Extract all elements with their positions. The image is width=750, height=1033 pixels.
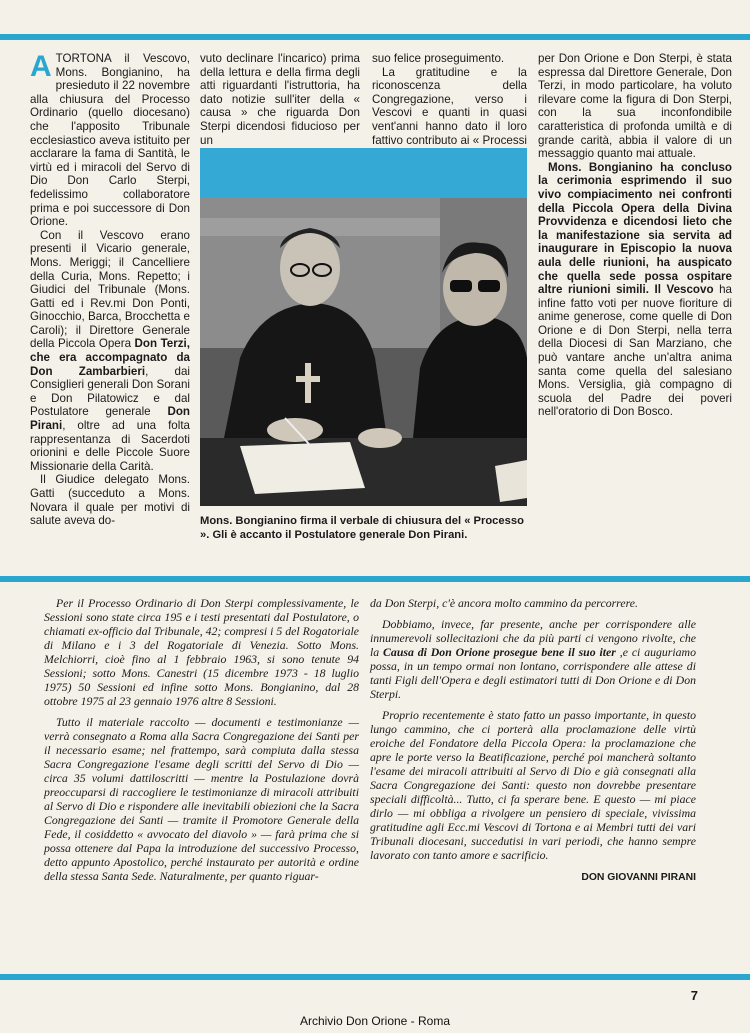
col4-p2-b: de possa ospitare altre riunioni simili. Il Vescovo [538, 269, 732, 297]
photo-caption: Mons. Bongianino firma il verbale di chiusura del « Processo ». Gli è accanto il Postulatore generale Don Pirani. [200, 515, 524, 541]
col3-paragraph-2: La gratitudine e la riconoscenza della Congregazione, verso i Vescovi e quanti in quasi vent'anni hanno dato il loro fattivo contributo ai « Processi [372, 65, 527, 147]
lower-right-paragraph-3: Proprio recentemente è stato fatto un passo importante, in questo lungo cammino, che ci porterà alla proclamazione delle virtù eroiche del Fondatore della Piccola Opera: la proclamazione che apre le porte verso la Beatificazione, perché poi mancherà soltanto l'esame dei miracoli attribuiti al Servo di Dio e già consegnati alla Sacra Congregazione dei Santi: questo non dovrebbe presentare speciali difficoltà... Tutto, ci fa sperare bene. E questo — mi piace dirlo — mi obbliga a rivolgere un pensiero di speciale, vivissima gratitudine agli Ecc.mi Vescovi di Tortona e ai Membri tutti dei vari Tribunali diocesani, succedutisi in vari periodi, che hanno sempre lavorato con tanto amore e sacrificio. [370, 708, 696, 862]
photo-illustration [200, 198, 527, 506]
col4-p2-a: Mons. Bongianino ha concluso la cerimonia esprimendo il suo vivo compiacimento nei confronti della Piccola Opera della Divina Provvidenza e dicendosi lieto che la manifestazione sia servita ad inaugurare in Episcopio la nuova aula delle riunioni, ha auspicato che quella se [538, 160, 732, 283]
drop-cap: A [30, 50, 52, 83]
column-4 [538, 52, 732, 419]
lower-right-p2-a: Dobbiamo, invece, far presente, anche per corrispondere alle innumerevoli sollecitazioni che da più parti ci vengono rivolte, che la [370, 617, 696, 659]
col4-paragraph-2 [538, 161, 732, 419]
lower-column-right [370, 596, 696, 885]
lower-right-p2-b: Causa di Don Orione prosegue bene il suo iter [383, 645, 616, 659]
archive-footer: Archivio Don Orione - Roma [299, 1014, 451, 1028]
col1-p2-c: , dai Consiglieri generali Don Sorani e Don Pilatowicz e dal Postulatore generale [30, 364, 190, 419]
column-3 [372, 52, 527, 161]
ceremony-photo [200, 198, 527, 506]
col1-p2-d: Don Pirani [30, 405, 190, 433]
lower-right-p2-c: ,e ci auguriamo possa, in un tempo ormai non lontano, corrispondere alle attese di tanti Figli dell'Opera e degli estimatori tutti di Don Orione e di Don Sterpi. [370, 645, 696, 701]
col1-paragraph-2 [30, 229, 190, 474]
article-lower [44, 596, 696, 966]
col3-paragraph-1: suo felice proseguimento. [372, 52, 505, 65]
column-2 [200, 52, 360, 147]
col1-paragraph-1 [30, 52, 190, 229]
col1-p1-text: TORTONA il Vescovo, Mons. Bongianino, ha presieduto il 22 novembre alla chiusura del Processo Ordinario (quello diocesano) che l'apposito Tribunale ecclesiastico aveva istituito per acclarare la fama di Santità, le virtù ed i miracoli del Servo di Dio Don Carlo Sterpi, fedelissimo collaboratore prima e poi successore di Don Orione. [30, 52, 190, 229]
page-number: 7 [690, 988, 698, 1003]
article-upper [30, 52, 732, 552]
col2-text: vuto declinare l'incarico) prima della lettura e della firma degli atti riguardanti l'istruttoria, ha dato notizie sull'iter della « causa » che riguarda Don Sterpi dicendosi fiducioso per un [200, 52, 360, 147]
lower-right-paragraph-1: da Don Sterpi, c'è ancora molto cammino da percorrere. [370, 596, 638, 610]
lower-right-paragraph-2 [370, 617, 696, 701]
lower-column-left [44, 596, 359, 883]
col1-paragraph-3: Il Giudice delegato Mons. Gatti (succeduto a Mons. Novara il quale per motivi di salute aveva do- [30, 473, 190, 528]
bottom-blue-rule [0, 974, 750, 980]
top-blue-rule [0, 34, 750, 40]
photo-blue-band [200, 148, 527, 198]
col1-p2-a: Con il Vescovo erano presenti il Vicario generale, Mons. Meriggi; il Cancelliere della Curia, Mons. Repetto; i Giudici del Tribunale (Mons. Gatti ed i Rev.mi Don Ponti, Ginocchio, Barca, Brocchetta e Caroli); il Direttore Generale della Piccola Opera [30, 228, 190, 351]
col1-p2-e: , oltre ad una folta rappresentanza di Sacerdoti orionini e delle Piccole Suore Missionarie della Carità. [30, 419, 190, 473]
column-1 [30, 52, 190, 528]
author-signature: DON GIOVANNI PIRANI [581, 872, 696, 883]
col1-p2-b: Don Terzi, che era accompagnato da Don Zambarbieri [30, 337, 190, 378]
lower-left-paragraph-1: Per il Processo Ordinario di Don Sterpi complessivamente, le Sessioni sono state circa 195 e i testi presentati dal Postulatore, o chiamati ex-officio dal Tribunale, 42; compresi i 5 del Rogatoriale di Milano e i 3 del Rogatoriale di Venezia. Sotto Mons. Melchiorri, cioè fino al 1 febbraio 1963, si sono tenute 94 Sessioni; sotto Mons. Canestri (15 dicembre 1973 - 18 luglio 1975) 50 Sessioni ed infine sotto Mons. Bongianino, dal 28 ottobre 1975 al 23 gennaio 1976 altre 8 Sessioni. [44, 596, 359, 708]
col4-p2-c: ha infine fatto voti per nuove fioriture di anime generose, come quelle di Don Orione e di Don Sterpi, nella terra della Diocesi di San Marziano, che può vantare anche un'altra anima santa come quella del salesiano Mons. Versiglia, già compagno di scuola del Padre dei poveri nell'oratorio di Don Bosco. [538, 283, 732, 419]
lower-left-paragraph-2: Tutto il materiale raccolto — documenti e testimonianze — verrà consegnato a Roma alla Sacra Congregazione dei Santi per il necessario esame; nel frattempo, sarà compiuta dalla stessa Sacra Congregazione l'esame degli scritti del Servo di Dio — circa 35 volumi dattiloscritti — mentre la Postulazione dovrà preoccuparsi di raccogliere le testimonianze di miracoli attribuiti al Servo di Dio e rispondere alle inevitabili obiezioni che la Sacra Congregazione dei Santi — tramite il Promotore Generale della Fede, il cosiddetto « avvocato del diavolo » — farà prima che si possa ottenere dal Papa la introduzione del successivo Processo, detto appunto Apostolico, perché instaurato per autorità e ordine della stessa Santa Sede. Naturalmente, per quanto riguar- [44, 715, 359, 883]
col4-paragraph-1: per Don Orione e Don Sterpi, è stata espressa dal Direttore Generale, Don Terzi, in modo particolare, ha voluto rilevare come la figura di Don Sterpi, con la sua inconfondibile caratteristica di profonda umiltà e di grande carità, abbia il valore di un messaggio quanto mai attuale. [538, 52, 732, 161]
middle-blue-rule [0, 576, 750, 582]
